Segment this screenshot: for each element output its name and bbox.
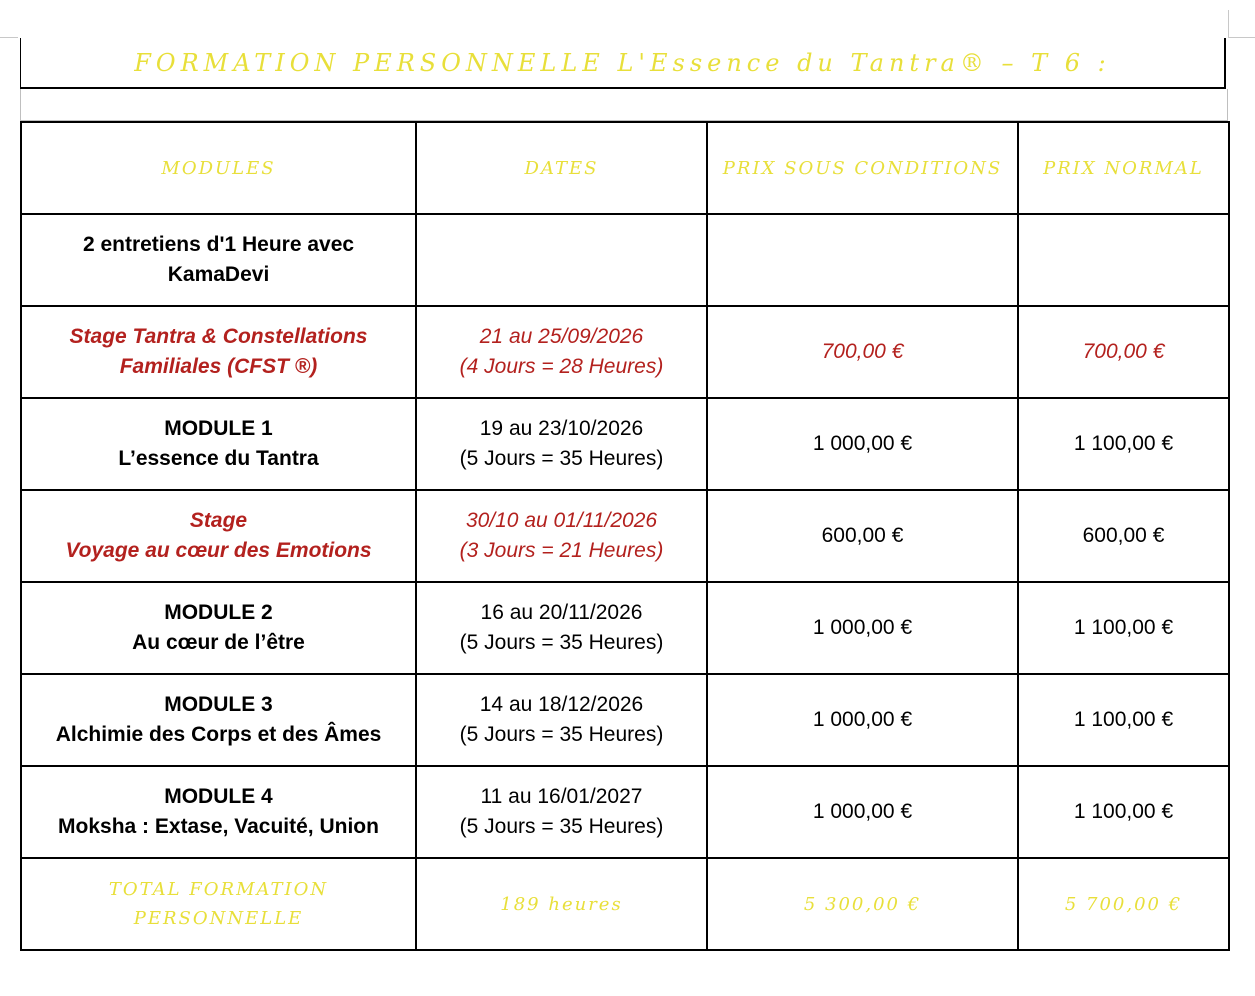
module-line-1: Stage Tantra & Constellations: [69, 325, 368, 348]
table-row: [21, 214, 1229, 306]
table-row: [21, 674, 1229, 766]
module-line-1: 2 entretiens d'1 Heure avec: [82, 233, 355, 256]
prix-normal-cell: 1 100,00 €: [1018, 674, 1229, 766]
table-row: [21, 490, 1229, 582]
dates-line-2: (5 Jours = 35 Heures): [459, 447, 664, 470]
module-cell: [21, 766, 416, 858]
dates-line-2: (3 Jours = 21 Heures): [459, 539, 664, 562]
prix-normal-cell: 1 100,00 €: [1018, 766, 1229, 858]
module-line-2: Voyage au cœur des Emotions: [65, 539, 372, 562]
module-cell: [21, 306, 416, 398]
dates-line-1: 21 au 25/09/2026: [479, 325, 644, 348]
page-corner-mark: [1228, 37, 1255, 38]
module-line-2: Moksha : Extase, Vacuité, Union: [58, 815, 379, 838]
header-modules: MODULES: [21, 122, 416, 214]
module-cell: [21, 490, 416, 582]
module-line-2: Familiales (CFST ®): [119, 355, 318, 378]
header-dates: DATES: [416, 122, 707, 214]
module-line-2: Au cœur de l’être: [132, 631, 305, 654]
dates-cell: [416, 306, 707, 398]
page-corner-mark: [0, 37, 18, 38]
total-prix-normal-cell: 5 700,00 €: [1018, 858, 1229, 950]
dates-cell: [416, 582, 707, 674]
header-prix-conditions: PRIX SOUS CONDITIONS: [707, 122, 1018, 214]
header-prix-normal: PRIX NORMAL: [1018, 122, 1229, 214]
table-row: [21, 398, 1229, 490]
price-table: [20, 121, 1230, 951]
module-cell: [21, 582, 416, 674]
table-header-row: [21, 122, 1229, 214]
prix-normal-cell: [1018, 214, 1229, 306]
prix-conditions-cell: 600,00 €: [707, 490, 1018, 582]
prix-normal-cell: 1 100,00 €: [1018, 398, 1229, 490]
prix-conditions-cell: 700,00 €: [707, 306, 1018, 398]
prix-normal-cell: 1 100,00 €: [1018, 582, 1229, 674]
dates-cell: [416, 674, 707, 766]
document-title: FORMATION PERSONNELLE L'Essence du Tantra® – T 6 :: [134, 48, 1111, 77]
module-cell: [21, 214, 416, 306]
prix-conditions-cell: [707, 214, 1018, 306]
module-line-2: Alchimie des Corps et des Âmes: [55, 723, 382, 746]
dates-cell: [416, 766, 707, 858]
total-label-line-2: PERSONNELLE: [133, 908, 304, 929]
module-cell: [21, 674, 416, 766]
module-line-2: KamaDevi: [167, 263, 270, 286]
table-row: [21, 766, 1229, 858]
prix-normal-cell: 600,00 €: [1018, 490, 1229, 582]
module-line-1: MODULE 1: [164, 417, 273, 440]
table-row: [21, 582, 1229, 674]
spacer-row: [20, 89, 1228, 121]
prix-normal-cell: 700,00 €: [1018, 306, 1229, 398]
module-line-1: MODULE 4: [164, 785, 273, 808]
module-line-1: MODULE 3: [164, 693, 273, 716]
page-corner-mark: [1228, 10, 1229, 37]
dates-cell: [416, 214, 707, 306]
module-line-1: Stage: [189, 509, 248, 532]
dates-cell: [416, 490, 707, 582]
total-label-line-1: TOTAL FORMATION: [108, 879, 329, 900]
prix-conditions-cell: 1 000,00 €: [707, 674, 1018, 766]
dates-line-1: 11 au 16/01/2027: [480, 785, 643, 808]
dates-line-1: 16 au 20/11/2026: [480, 601, 643, 624]
dates-line-2: (5 Jours = 35 Heures): [459, 723, 664, 746]
prix-conditions-cell: 1 000,00 €: [707, 398, 1018, 490]
total-label-cell: [21, 858, 416, 950]
module-line-2: L’essence du Tantra: [118, 447, 319, 470]
dates-line-2: (5 Jours = 35 Heures): [459, 815, 664, 838]
total-row: [21, 858, 1229, 950]
total-hours-cell: 189 heures: [416, 858, 707, 950]
dates-line-1: 14 au 18/12/2026: [479, 693, 644, 716]
table-row: [21, 306, 1229, 398]
module-cell: [21, 398, 416, 490]
dates-line-1: 19 au 23/10/2026: [479, 417, 644, 440]
dates-line-2: (5 Jours = 35 Heures): [459, 631, 664, 654]
title-box: [20, 38, 1226, 89]
total-prix-conditions-cell: 5 300,00 €: [707, 858, 1018, 950]
dates-line-2: (4 Jours = 28 Heures): [459, 355, 664, 378]
dates-cell: [416, 398, 707, 490]
prix-conditions-cell: 1 000,00 €: [707, 766, 1018, 858]
prix-conditions-cell: 1 000,00 €: [707, 582, 1018, 674]
dates-line-1: 30/10 au 01/11/2026: [465, 509, 658, 532]
module-line-1: MODULE 2: [164, 601, 273, 624]
